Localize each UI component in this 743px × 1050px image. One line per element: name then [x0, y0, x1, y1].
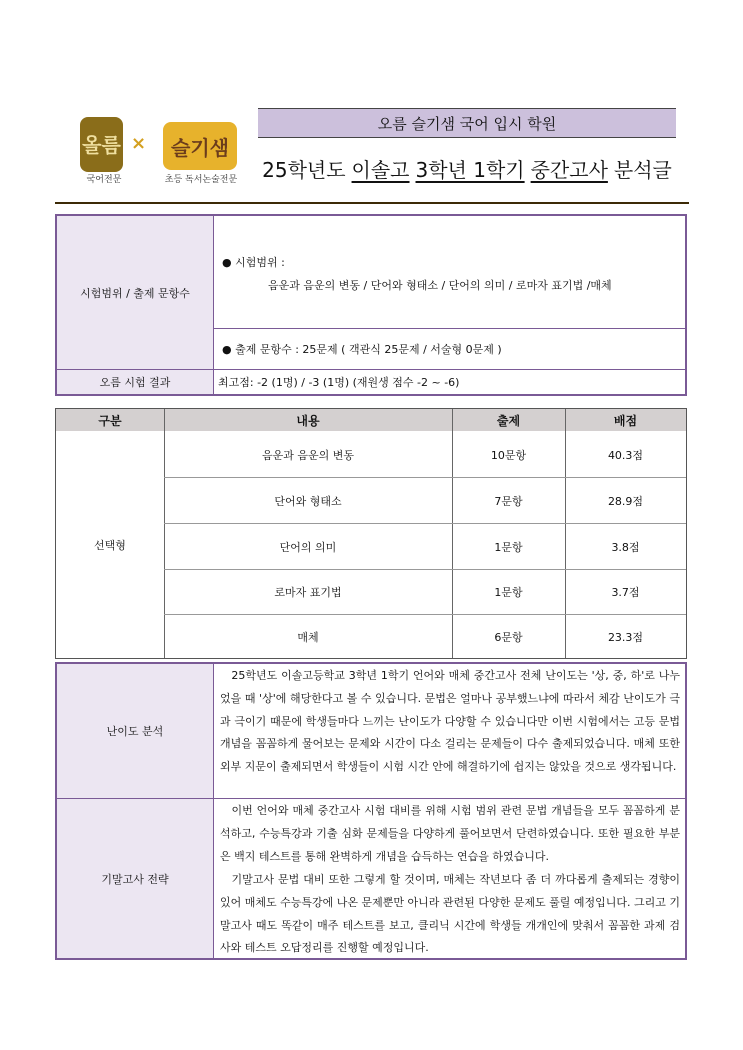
range-heading: ● 시험범위 :	[222, 256, 285, 269]
row-score: 23.3점	[607, 630, 644, 644]
seulgisaem-logo-caption: 초등 독서논술전문	[164, 175, 238, 185]
header-score: 배점	[565, 409, 686, 431]
row-count: 10문항	[490, 448, 527, 462]
row-content: 음운과 음운의 변동	[261, 448, 354, 462]
title-exam: 중간고사	[530, 157, 608, 182]
row-content: 단어의 의미	[279, 540, 337, 554]
range-detail: 음운과 음운의 변동 / 단어와 형태소 / 단어의 의미 / 로마자 표기법 /매체	[268, 279, 612, 292]
row-content: 로마자 표기법	[274, 586, 342, 599]
strategy-text-1: 이번 언어와 매체 중간고사 시험 대비를 위해 시험 범위 관련 문법 개념들을 모두 꼼꼼하게 분석하고, 수능특강과 기출 심화 문제들을 다양하게 풀어보면서 단련하였습니다. 또한 필요한 부분은 백지 테스트를 통해 완벽하게 개념을 습득하는 연습을 하였습니다.	[220, 804, 680, 863]
row-score: 28.9점	[607, 494, 644, 508]
category-cell: 선택형	[94, 539, 126, 552]
row-count: 1문항	[494, 586, 523, 599]
exam-summary-table	[55, 214, 687, 396]
title-term: 3학년 1학기	[415, 157, 525, 182]
row-count: 6문항	[494, 630, 523, 644]
range-label: 시험범위 / 출제 문항수	[57, 216, 214, 370]
page-title	[258, 146, 676, 190]
analysis-table	[55, 662, 687, 960]
difficulty-text: 25학년도 이솔고등학교 3학년 1학기 언어와 매체 중간고사 전체 난이도는 '상, 중, 하'로 나누었을 때 '상'에 해당한다고 볼 수 있습니다. 문법은 얼마나 공부했느냐에 따라서 체감 난이도가 극과 극이기 때문에 학생들마다 느끼는 난이도가 다양할 수 있습니다만 이번 시험에서는 고등 문법 개념을 꼼꼼하게 물어보는 문제와 시간이 다소 걸리는 문제들이 다수 출제되었습니다. 매체 또한 외부 지문이 출제되면서 학생들이 시험 시간 안에 해결하기에 쉽지는 않았을 것으로 생각됩니다.	[220, 669, 680, 774]
difficulty-label: 난이도 분석	[57, 664, 214, 799]
row-score: 3.8점	[611, 540, 640, 554]
range-cell	[214, 216, 685, 329]
row-count: 7문항	[494, 494, 523, 508]
header-divider	[55, 202, 689, 204]
logo-separator: ×	[131, 133, 147, 154]
row-score: 40.3점	[607, 448, 644, 462]
title-school: 이솔고	[351, 157, 410, 182]
title-year: 25학년도	[262, 157, 346, 182]
result-label: 오름 시험 결과	[57, 370, 214, 394]
orum-logo-caption: 국어전문	[86, 175, 122, 185]
row-count: 1문항	[494, 540, 523, 554]
row-content: 매체	[297, 630, 319, 644]
question-count: ● 출제 문항수 : 25문제 ( 객관식 25문제 / 서술형 0문제 )	[214, 329, 685, 370]
row-content: 단어와 형태소	[274, 494, 342, 508]
header-content: 내용	[164, 409, 452, 431]
row-score: 3.7점	[611, 586, 640, 599]
strategy-label: 기말고사 전략	[57, 799, 214, 958]
strategy-text-2: 기말고사 문법 대비 또한 그렇게 할 것이며, 매체는 작년보다 좀 더 까다롭게 출제되는 경향이 있어 매체도 수능특강에 나온 문제뿐만 아니라 관련된 다양한 문제도 풀릴 예정입니다. 그리고 기말고사 때도 똑같이 매주 테스트를 보고, 클리닉 시간에 학생들 개개인에 맞춰서 꼼꼼한 과제 검사와 테스트 오답정리를 진행할 예정입니다.	[220, 873, 680, 955]
seulgisaem-logo: 슬기샘	[163, 122, 237, 170]
academy-name: 오름 슬기샘 국어 입시 학원	[258, 108, 676, 138]
title-suffix: 분석글	[613, 157, 672, 182]
header-category: 구분	[56, 409, 164, 431]
header-count: 출제	[452, 409, 565, 431]
result-text: 최고점: -2 (1명) / -3 (1명) (재원생 점수 -2 ~ -6)	[218, 376, 460, 389]
orum-logo: 올름	[80, 117, 123, 172]
score-breakdown-table	[55, 408, 687, 659]
